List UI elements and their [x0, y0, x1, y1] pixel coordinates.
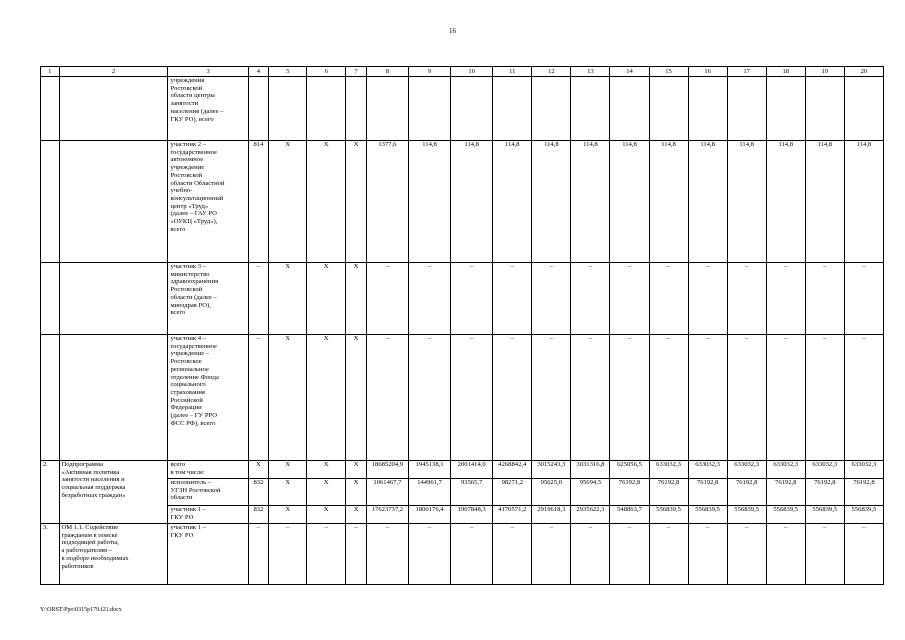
value-cell: 633032,3 — [688, 461, 727, 479]
cell-line: области Областной — [170, 179, 225, 187]
header-cell: 2 — [59, 67, 168, 77]
header-cell: 19 — [805, 67, 844, 77]
value-cell: 556839,5 — [649, 506, 688, 524]
value-cell: 633032,3 — [844, 461, 883, 479]
table-row — [41, 524, 884, 585]
cell-line: Ростовской — [170, 171, 203, 179]
cell-line: ОМ 1.1. Содействие — [61, 524, 119, 531]
cell-line: социальная поддержка — [61, 484, 126, 492]
value-cell: – — [571, 263, 610, 335]
header-cell: 7 — [346, 67, 367, 77]
value-cell: 1945138,1 — [408, 461, 450, 479]
value-cell — [269, 77, 307, 141]
value-cell: 556839,5 — [766, 506, 805, 524]
value-cell: 114,8 — [610, 141, 649, 263]
cell-line: участник 3 – — [170, 263, 206, 270]
table-row — [41, 141, 884, 263]
cell-line: занятости населения и — [61, 476, 125, 484]
value-cell: 633032,3 — [727, 461, 766, 479]
value-cell: 625056,5 — [610, 461, 649, 479]
cell-line: автономное — [170, 156, 204, 164]
table-row — [41, 461, 884, 479]
value-cell: – — [766, 335, 805, 461]
value-cell: 633032,3 — [766, 461, 805, 479]
cell-line: Российской — [170, 396, 203, 404]
row-number-cell — [41, 335, 60, 461]
value-cell — [649, 77, 688, 141]
header-cell: 1 — [41, 67, 60, 77]
value-cell: X — [346, 335, 367, 461]
program-name-cell — [59, 141, 168, 263]
value-cell: X — [307, 506, 346, 524]
cell-line: ГКУ РО — [170, 513, 194, 521]
header-cell: 12 — [532, 67, 571, 77]
header-cell: 3 — [168, 67, 248, 77]
value-cell: 95625,0 — [532, 479, 571, 506]
cell-line: участник 1 – — [170, 506, 206, 513]
value-cell: – — [451, 335, 493, 461]
cell-line: участник 1 – — [170, 524, 206, 531]
cell-line: области (далее – — [170, 293, 217, 301]
value-cell: 114,8 — [844, 141, 883, 263]
value-cell: 114,8 — [493, 141, 532, 263]
value-cell: X — [346, 141, 367, 263]
program-name-cell — [59, 524, 168, 585]
value-cell: 76192,8 — [727, 479, 766, 506]
value-cell: 4268842,4 — [493, 461, 532, 479]
value-cell: X — [269, 141, 307, 263]
cell-line: Ростовской — [170, 84, 203, 92]
value-cell: – — [366, 335, 408, 461]
value-cell: X — [269, 263, 307, 335]
cell-line: учреждение — [170, 164, 205, 172]
cell-line: области — [170, 494, 193, 502]
cell-line: центр «Труд» — [170, 202, 209, 210]
row-number-cell — [41, 263, 60, 335]
header-cell: 8 — [366, 67, 408, 77]
cell-line: здравоохранения — [170, 278, 219, 286]
value-cell: – — [610, 263, 649, 335]
value-cell: – — [766, 524, 805, 585]
cell-line: минздрав РО), — [170, 301, 211, 309]
value-cell: 144961,7 — [408, 479, 450, 506]
participant-cell — [168, 335, 248, 461]
value-cell: X — [346, 263, 367, 335]
cell-line: страхования — [170, 388, 205, 396]
value-cell: X — [269, 461, 307, 479]
value-cell: – — [766, 263, 805, 335]
program-name-cell — [59, 77, 168, 141]
value-cell: X — [269, 479, 307, 506]
cell-line: исполнитель – — [170, 479, 212, 486]
cell-line: занятости — [170, 100, 199, 108]
value-cell: 114,8 — [532, 141, 571, 263]
value-cell: 1907848,3 — [451, 506, 493, 524]
value-cell: 3015243,3 — [532, 461, 571, 479]
value-cell — [248, 77, 269, 141]
row-number-cell: 2. — [41, 461, 60, 524]
cell-line: области центры — [170, 92, 215, 100]
value-cell: 114,8 — [451, 141, 493, 263]
value-cell: – — [571, 335, 610, 461]
value-cell: 76192,8 — [844, 479, 883, 506]
header-cell: 13 — [571, 67, 610, 77]
cell-line: населения (далее – — [170, 107, 224, 115]
cell-line: участник 2 – — [170, 141, 206, 148]
value-cell: 17623737,2 — [366, 506, 408, 524]
cell-line: ФСС РФ), всего — [170, 419, 216, 427]
cell-line: гражданам в поиске — [61, 531, 118, 539]
value-cell: – — [451, 524, 493, 585]
value-cell: 1800176,4 — [408, 506, 450, 524]
value-cell: – — [248, 335, 269, 461]
value-cell: 832 — [248, 479, 269, 506]
cell-line: региональное — [170, 365, 209, 373]
value-cell: 556839,5 — [688, 506, 727, 524]
cell-line: учреждения — [170, 77, 205, 84]
value-cell: – — [688, 524, 727, 585]
value-cell: X — [346, 506, 367, 524]
cell-line: участник 4 – — [170, 335, 206, 342]
value-cell — [532, 77, 571, 141]
value-cell: 98271,2 — [493, 479, 532, 506]
value-cell: – — [408, 263, 450, 335]
participant-cell — [168, 263, 248, 335]
header-cell: 4 — [248, 67, 269, 77]
value-cell: – — [248, 263, 269, 335]
value-cell: – — [493, 524, 532, 585]
value-cell: – — [844, 335, 883, 461]
value-cell: 95694,5 — [571, 479, 610, 506]
value-cell: X — [269, 506, 307, 524]
value-cell: – — [248, 524, 269, 585]
header-cell: 6 — [307, 67, 346, 77]
value-cell — [766, 77, 805, 141]
header-cell: 10 — [451, 67, 493, 77]
header-cell: 11 — [493, 67, 532, 77]
value-cell: 76192,8 — [688, 479, 727, 506]
cell-line: безработных граждан» — [61, 491, 126, 499]
participant-cell — [168, 479, 248, 506]
row-number-cell — [41, 141, 60, 263]
participant-cell — [168, 77, 248, 141]
value-cell: – — [688, 335, 727, 461]
value-cell: – — [307, 524, 346, 585]
header-cell: 20 — [844, 67, 883, 77]
value-cell: 76192,8 — [649, 479, 688, 506]
value-cell — [493, 77, 532, 141]
value-cell — [451, 77, 493, 141]
value-cell: 548863,7 — [610, 506, 649, 524]
value-cell: 76192,8 — [805, 479, 844, 506]
value-cell: 3031316,8 — [571, 461, 610, 479]
cell-line: «ОУКЦ «Труд»), — [170, 218, 218, 226]
page-number: 16 — [449, 27, 456, 35]
header-cell: 14 — [610, 67, 649, 77]
value-cell: – — [366, 263, 408, 335]
value-cell: X — [307, 479, 346, 506]
value-cell: – — [805, 524, 844, 585]
cell-line: государственное — [170, 342, 217, 350]
value-cell: X — [248, 461, 269, 479]
value-cell: 114,8 — [727, 141, 766, 263]
program-name-cell — [59, 461, 168, 524]
value-cell: – — [649, 263, 688, 335]
value-cell: – — [805, 263, 844, 335]
value-cell: – — [688, 263, 727, 335]
value-cell: X — [307, 335, 346, 461]
value-cell: 2919618,3 — [532, 506, 571, 524]
value-cell: 114,8 — [649, 141, 688, 263]
value-cell: – — [844, 524, 883, 585]
value-cell: – — [727, 524, 766, 585]
budget-table — [40, 66, 884, 585]
value-cell: 114,8 — [805, 141, 844, 263]
value-cell: – — [408, 335, 450, 461]
value-cell: – — [727, 335, 766, 461]
cell-line: учреждение – — [170, 350, 210, 358]
cell-line: подходящей работы, — [61, 539, 119, 547]
value-cell: 556839,5 — [727, 506, 766, 524]
participant-cell — [168, 506, 248, 524]
cell-line: государственное — [170, 148, 217, 156]
header-row — [41, 67, 884, 77]
cell-line: Ростовской — [170, 286, 203, 294]
value-cell — [610, 77, 649, 141]
participant-cell — [168, 141, 248, 263]
cell-line: в подборе необходимых — [61, 554, 129, 562]
value-cell: – — [610, 335, 649, 461]
participant-cell — [168, 524, 248, 585]
value-cell — [346, 77, 367, 141]
value-cell: – — [493, 263, 532, 335]
value-cell: – — [844, 263, 883, 335]
value-cell: 4170571,2 — [493, 506, 532, 524]
cell-line: социального — [170, 381, 206, 389]
row-number-cell — [41, 77, 60, 141]
value-cell: – — [805, 335, 844, 461]
cell-line: работников — [61, 562, 94, 570]
value-cell — [727, 77, 766, 141]
value-cell: 633032,3 — [649, 461, 688, 479]
header-cell: 9 — [408, 67, 450, 77]
participant-cell — [168, 461, 248, 479]
value-cell: – — [269, 524, 307, 585]
header-cell: 15 — [649, 67, 688, 77]
cell-line: УГЗН Ростовской — [170, 486, 221, 494]
value-cell: 832 — [248, 506, 269, 524]
value-cell: 114,8 — [408, 141, 450, 263]
program-name-cell — [59, 335, 168, 461]
value-cell: X — [307, 263, 346, 335]
cell-line: Федерации — [170, 404, 202, 412]
value-cell: X — [346, 479, 367, 506]
cell-line: министерство — [170, 270, 210, 278]
program-name-cell — [59, 263, 168, 335]
value-cell: – — [649, 524, 688, 585]
value-cell: – — [727, 263, 766, 335]
value-cell: 1377,6 — [366, 141, 408, 263]
header-cell: 16 — [688, 67, 727, 77]
cell-line: (далее – ГУ РРО — [170, 412, 218, 420]
value-cell: 2001414,0 — [451, 461, 493, 479]
cell-line: в том числе: — [170, 468, 205, 476]
cell-line: учебно- — [170, 187, 193, 195]
value-cell: 114,8 — [766, 141, 805, 263]
value-cell — [571, 77, 610, 141]
value-cell: – — [408, 524, 450, 585]
value-cell — [688, 77, 727, 141]
row-number-cell: 3. — [41, 524, 60, 585]
value-cell: – — [532, 524, 571, 585]
value-cell: – — [366, 524, 408, 585]
value-cell: 633032,3 — [805, 461, 844, 479]
value-cell: 18685204,9 — [366, 461, 408, 479]
cell-line: а работодателям – — [61, 547, 113, 555]
cell-line: консультационный — [170, 194, 224, 202]
value-cell: 2935622,3 — [571, 506, 610, 524]
value-cell: X — [307, 141, 346, 263]
value-cell: 1061467,7 — [366, 479, 408, 506]
value-cell: X — [346, 461, 367, 479]
value-cell: – — [451, 263, 493, 335]
table-row — [41, 335, 884, 461]
value-cell: 76192,8 — [610, 479, 649, 506]
cell-line: ГКУ РО — [170, 531, 194, 539]
table-body — [41, 67, 884, 585]
value-cell: – — [346, 524, 367, 585]
value-cell: X — [307, 461, 346, 479]
cell-line: (далее – ГАУ РО — [170, 210, 217, 218]
footer-file-path: Y:\ORST\Ppo\0315p179.f21.docx — [40, 607, 122, 613]
header-cell: 5 — [269, 67, 307, 77]
cell-line: Подпрограмма — [61, 461, 104, 468]
value-cell: X — [269, 335, 307, 461]
value-cell: 76192,8 — [766, 479, 805, 506]
value-cell: 556839,5 — [844, 506, 883, 524]
value-cell: 814 — [248, 141, 269, 263]
value-cell — [408, 77, 450, 141]
cell-line: всего — [170, 461, 186, 468]
value-cell: – — [532, 335, 571, 461]
value-cell — [307, 77, 346, 141]
value-cell — [366, 77, 408, 141]
value-cell: 114,8 — [688, 141, 727, 263]
cell-line: Ростовское — [170, 358, 202, 366]
value-cell: 114,8 — [571, 141, 610, 263]
cell-line: всего — [170, 309, 186, 317]
cell-line: отделение Фонда — [170, 373, 219, 381]
value-cell: – — [610, 524, 649, 585]
header-cell: 18 — [766, 67, 805, 77]
value-cell — [844, 77, 883, 141]
table-row — [41, 77, 884, 141]
value-cell — [805, 77, 844, 141]
value-cell: – — [571, 524, 610, 585]
value-cell: 556839,5 — [805, 506, 844, 524]
table-row — [41, 263, 884, 335]
header-cell: 17 — [727, 67, 766, 77]
value-cell: 93565,7 — [451, 479, 493, 506]
cell-line: «Активная политика — [61, 468, 120, 476]
value-cell: – — [532, 263, 571, 335]
value-cell: – — [493, 335, 532, 461]
value-cell: – — [649, 335, 688, 461]
cell-line: всего — [170, 225, 186, 233]
cell-line: ГКУ РО), всего — [170, 115, 214, 123]
